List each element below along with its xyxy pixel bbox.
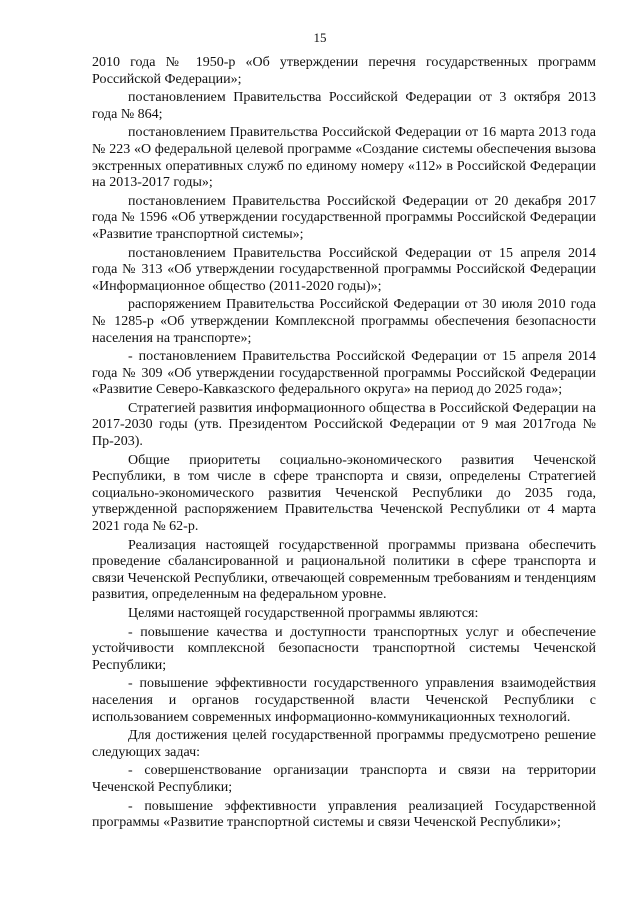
paragraph: постановлением Правительства Российской Федерации от 16 марта 2013 года № 223 «О федеральной целевой программе «Создание системы обеспечения вызова экстренных оперативных служб по единому номеру «112» в Российской Федерации на 2013-2017 годы»; [92,125,596,191]
paragraph: - повышение качества и доступности транспортных услуг и обеспечение устойчивости комплексной безопасности транспортной системы Чеченской Республики; [92,624,596,673]
paragraph: - совершенствование организации транспорта и связи на территории Чеченской Республики; [92,763,596,795]
paragraph: постановлением Правительства Российской Федерации от 20 декабря 2017 года № 1596 «Об утверждении государственной программы Российской Федерации «Развитие транспортной системы»; [92,193,596,242]
paragraph: Реализация настоящей государственной программы призвана обеспечить проведение сбалансированной и рациональной политики в сфере транспорта и связи Чеченской Республики, отвечающей современным требованиям и тенденциям развития, определенным на федеральном уровне. [92,537,596,603]
paragraph: постановлением Правительства Российской Федерации от 15 апреля 2014 года № 313 «Об утверждении государственной программы Российской Федерации «Информационное общество (2011-2020 годы)»; [92,245,596,294]
paragraph: 2010 года № 1950-р «Об утверждении перечня государственных программ Российской Федерации»; [92,55,596,87]
paragraph: Целями настоящей государственной программы являются: [128,606,479,621]
document-body [92,55,596,834]
paragraph: распоряжением Правительства Российской Федерации от 30 июля 2010 года № 1285-р «Об утверждении Комплексной программы обеспечения безопасности населения на транспорте»; [92,297,596,346]
paragraph: Общие приоритеты социально-экономического развития Чеченской Республики, в том числе в сфере транспорта и связи, определены Стратегией социально-экономического развития Чеченской Республики до 2035 года, утвержденной распоряжением Правительства Чеченской Республики от 4 марта 2021 года № 62-р. [92,452,596,535]
paragraph: - постановлением Правительства Российской Федерации от 15 апреля 2014 года № 309 «Об утверждении государственной программы Российской Федерации «Развитие Северо-Кавказского федерального округа» на период до 2025 года»; [92,349,596,398]
paragraph: - повышение эффективности управления реализацией Государственной программы «Развитие транспортной системы и связи Чеченской Республики»; [92,798,596,831]
page-number: 15 [313,30,327,45]
paragraph: - повышение эффективности государственного управления взаимодействия населения и органов государственной власти Чеченской Республики с использованием современных информационно-коммуникационных технологий. [92,676,596,725]
paragraph: Для достижения целей государственной программы предусмотрено решение следующих задач: [92,728,596,760]
paragraph: постановлением Правительства Российской Федерации от 3 октября 2013 года № 864; [92,90,596,122]
paragraph: Стратегией развития информационного общества в Российской Федерации на 2017-2030 годы (утв. Президентом Российской Федерации от 9 мая 2017года № Пр-203). [92,400,596,450]
